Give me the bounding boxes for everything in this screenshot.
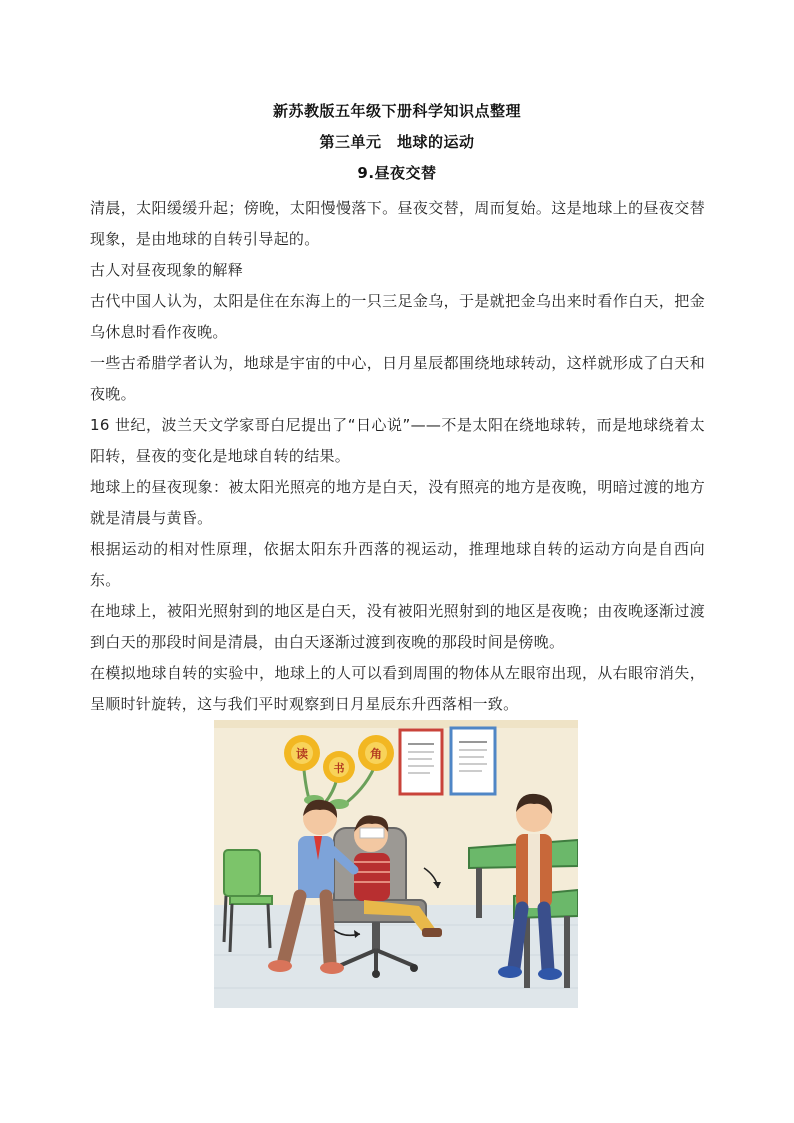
sunflower-label: 角 bbox=[369, 747, 383, 761]
body-text bbox=[90, 193, 705, 720]
paragraph: 清晨，太阳缓缓升起；傍晚，太阳慢慢落下。昼夜交替，周而复始。这是地球上的昼夜交替现象，是由地球的自转引导起的。 bbox=[90, 199, 705, 248]
paragraph: 地球上的昼夜现象：被太阳光照亮的地方是白天，没有照亮的地方是夜晚，明暗过渡的地方就是清晨与黄昏。 bbox=[90, 478, 705, 527]
paragraph: 一些古希腊学者认为，地球是宇宙的中心，日月星辰都围绕地球转动，这样就形成了白天和夜晚。 bbox=[90, 354, 705, 403]
sunflower-label: 书 bbox=[333, 762, 345, 775]
document-title: 新苏教版五年级下册科学知识点整理 bbox=[272, 102, 521, 120]
paragraph: 在模拟地球自转的实验中，地球上的人可以看到周围的物体从左眼帘出现，从右眼帘消失，呈顺时针旋转，这与我们平时观察到日月星辰东升西落相一致。 bbox=[90, 664, 705, 713]
paragraph: 古代中国人认为，太阳是住在东海上的一只三足金乌，于是就把金乌出来时看作白天，把金乌休息时看作夜晚。 bbox=[90, 292, 705, 341]
subheading: 古人对昼夜现象的解释 bbox=[90, 261, 244, 279]
classroom-scene bbox=[214, 720, 578, 1008]
paragraph: 在地球上，被阳光照射到的地区是白天，没有被阳光照射到的地区是夜晚；由夜晚逐渐过渡到白天的那段时间是清晨，由白天逐渐过渡到夜晚的那段时间是傍晚。 bbox=[90, 602, 705, 651]
classroom-illustration bbox=[214, 720, 578, 1008]
lesson-title: 9.昼夜交替 bbox=[357, 164, 437, 182]
paragraph: 根据运动的相对性原理，依据太阳东升西落的视运动，推理地球自转的运动方向是自西向东。 bbox=[90, 540, 705, 589]
sunflower-label: 读 bbox=[295, 747, 309, 761]
unit-title: 第三单元 地球的运动 bbox=[319, 133, 475, 151]
paragraph: 16 世纪，波兰天文学家哥白尼提出了“日心说”——不是太阳在绕地球转，而是地球绕着太阳转，昼夜的变化是地球自转的结果。 bbox=[90, 416, 705, 465]
